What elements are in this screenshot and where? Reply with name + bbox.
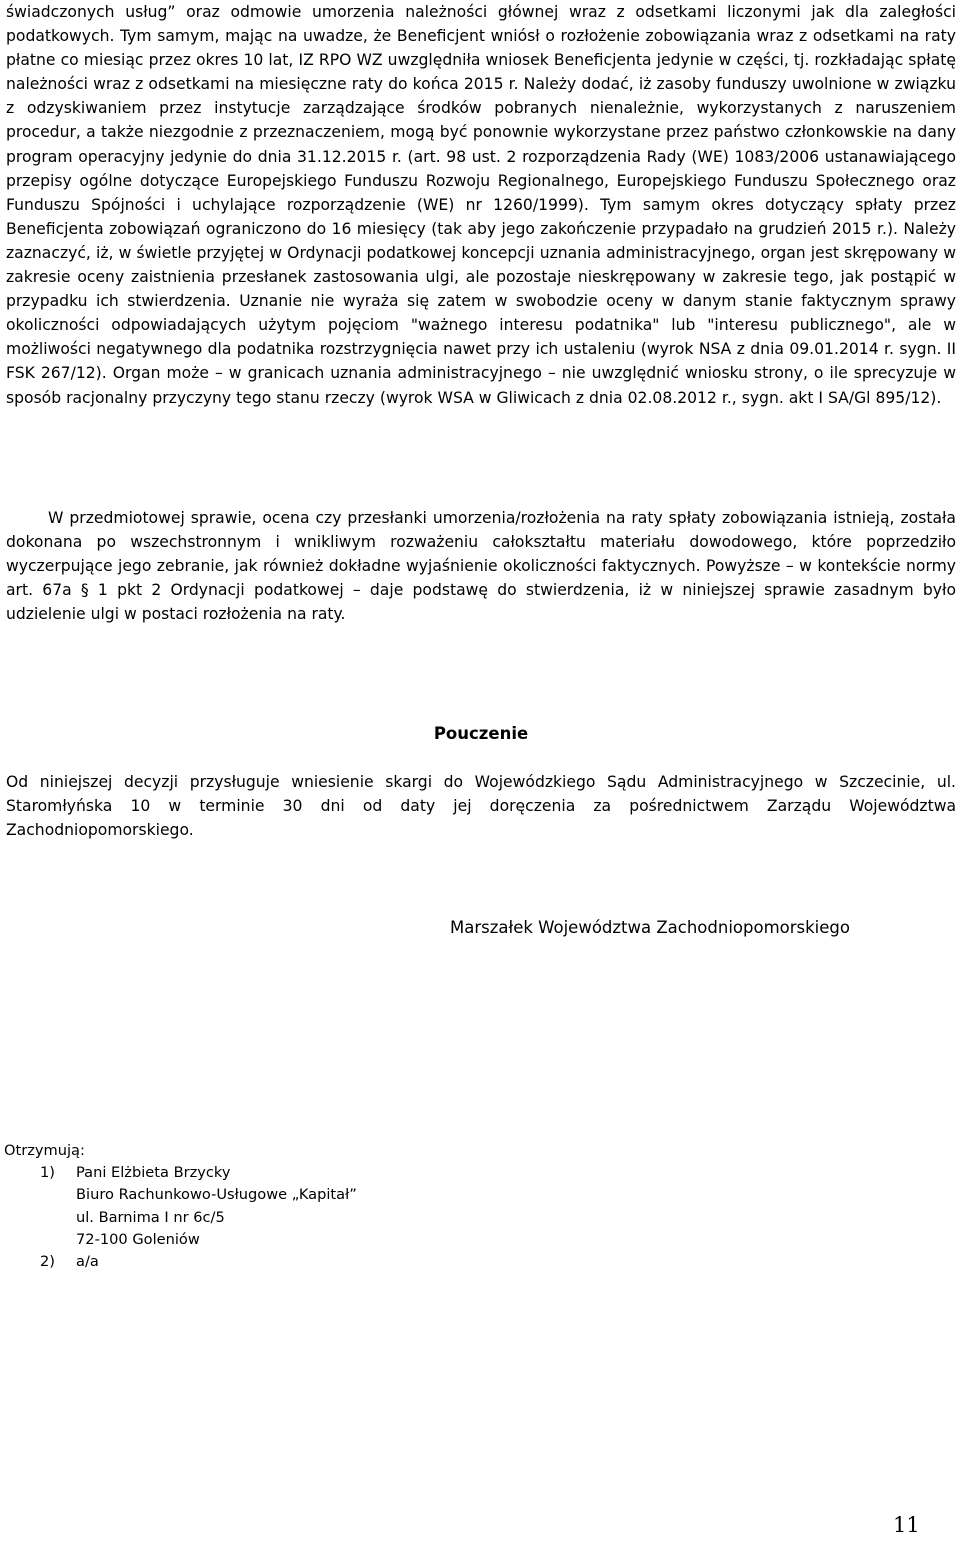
recipient-item xyxy=(4,1251,357,1273)
recipient-name: a/a xyxy=(76,1253,99,1271)
conclusion-paragraph: W przedmiotowej sprawie, ocena czy przesłanki umorzenia/rozłożenia na raty spłaty zobowiązania istnieją, została dokonana po wszechstronnym i wnikliwym rozważeniu całokształtu materiału dowodowego, które poprzedziło wyczerpujące jego zebranie, jak również dokładne wyjaśnienie okoliczności faktycznych. Powyższe – w kontekście normy art. 67a § 1 pkt 2 Ordynacji podatkowej – daje podstawę do stwierdzenia, iż w niniejszej sprawie zasadnym było udzielenie ulgi w postaci rozłożenia na raty. xyxy=(6,509,956,624)
instruction-heading: Pouczenie xyxy=(433,724,529,743)
recipient-address-line: 72-100 Goleniów xyxy=(76,1230,200,1248)
signature-line: Marszałek Województwa Zachodniopomorskiego xyxy=(450,918,850,937)
page-number: 11 xyxy=(893,1513,920,1537)
appeal-instruction-paragraph: Od niniejszej decyzji przysługuje wniesienie skargi do Wojewódzkiego Sądu Administracyjnego w Szczecinie, ul. Staromłyńska 10 w terminie 30 dni od daty jej doręczenia za pośrednictwem Zarządu Województwa Zachodniopomorskiego. xyxy=(6,773,956,840)
recipient-item xyxy=(4,1162,357,1184)
recipient-address-line: ul. Barnima I nr 6c/5 xyxy=(76,1208,225,1226)
recipient-number: 1) xyxy=(40,1164,55,1182)
recipient-number: 2) xyxy=(40,1253,55,1271)
recipient-name: Pani Elżbieta Brzycky xyxy=(76,1164,231,1182)
recipient-address-line: Biuro Rachunkowo-Usługowe „Kapitał” xyxy=(76,1186,357,1204)
justification-paragraph: świadczonych usług” oraz odmowie umorzenia należności głównej wraz z odsetkami liczonymi jak dla zaległości podatkowych. Tym samym, mając na uwadze, że Beneficjent wniósł o rozłożenie zobowiązania wraz z odsetkami na raty płatne co miesiąc przez okres 10 lat, IZ RPO WZ uwzględniła wniosek Beneficjenta jedynie w części, tj. rozkładając spłatę należności wraz z odsetkami na miesięczne raty do końca 2015 r. Należy dodać, iż zasoby funduszy uwolnione w związku z odzyskiwaniem przez instytucje zarządzające środków pobranych nienależnie, wykorzystanych z naruszeniem procedur, a także niezgodnie z przeznaczeniem, mogą być ponownie wykorzystane przez państwo członkowskie na dany program operacyjny jedynie do dnia 31.12.2015 r. (art. 98 ust. 2 rozporządzenia Rady (WE) 1083/2006 ustanawiającego przepisy ogólne dotyczące Europejskiego Funduszu Rozwoju Regionalnego, Europejskiego Funduszu Społecznego oraz Funduszu Spójności i uchylające rozporządzenie (WE) nr 1260/1999). Tym samym okres dotyczący spłaty przez Beneficjenta zobowiązań ograniczono do 16 miesięcy (tak aby jego zakończenie przypadało na grudzień 2015 r.). Należy zaznaczyć, iż, w świetle przyjętej w Ordynacji podatkowej koncepcji uznania administracyjnego, organ jest skrępowany w zakresie oceny zaistnienia przesłanek zastosowania ulgi, ale pozostaje nieskrępowany w zakresie tego, jak postąpić w przypadku ich stwierdzenia. Uznanie nie wyraża się zatem w swobodzie oceny w danym stanie faktycznym sprawy okoliczności odpowiadających użytym pojęciom "ważnego interesu podatnika" lub "interesu publicznego", ale w możliwości negatywnego dla podatnika rozstrzygnięcia nawet przy ich ustaleniu (wyrok NSA z dnia 09.01.2014 r. sygn. II FSK 267/12). Organ może – w granicach uznania administracyjnego – nie uwzględnić wniosku strony, o ile sprecyzuje w sposób racjonalny przyczyny tego stanu rzeczy (wyrok WSA w Gliwicach z dnia 02.08.2012 r., sygn. akt I SA/Gl 895/12). xyxy=(6,3,956,407)
recipients-list xyxy=(4,1140,357,1273)
recipients-label: Otrzymują: xyxy=(4,1142,85,1159)
